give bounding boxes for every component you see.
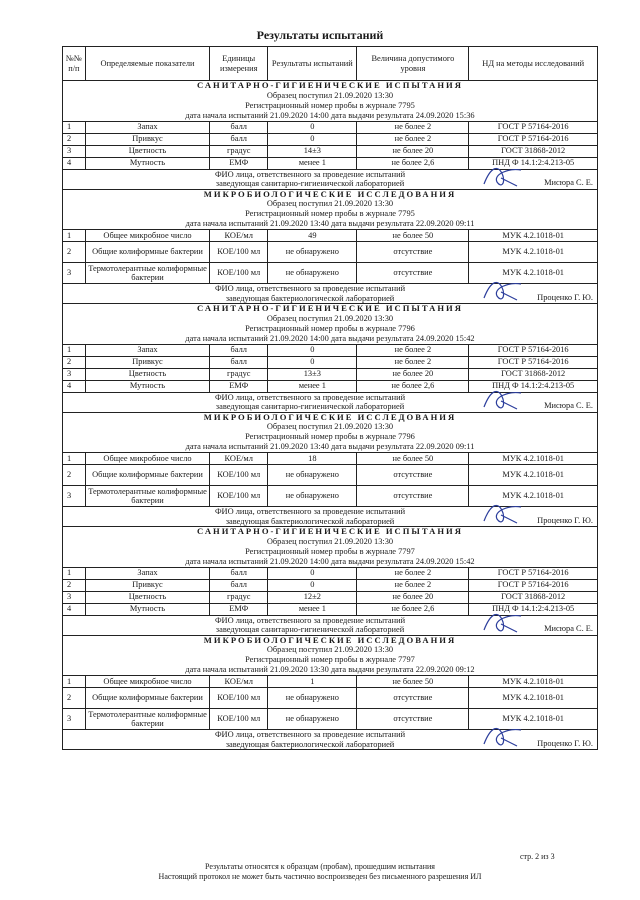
result: 14±3 xyxy=(268,145,357,157)
result: 0 xyxy=(268,121,357,133)
section-title: МИКРОБИОЛОГИЧЕСКИЕ ИССЛЕДОВАНИЯ xyxy=(63,189,598,199)
units: ЕМФ xyxy=(210,157,268,169)
footer xyxy=(0,862,640,882)
test-dates: дата начала испытаний 21.09.2020 13:30 дата выдачи результата 22.09.2020 09:12 xyxy=(63,665,598,676)
result: не обнаружено xyxy=(268,486,357,507)
row-number: 2 xyxy=(63,242,86,263)
signer-name: Проценко Г. Ю. xyxy=(537,292,593,302)
method-standard: ПНД Ф 14.1:2:4.213-05 xyxy=(469,603,598,615)
allowed-level: не более 2 xyxy=(357,579,469,591)
table-row xyxy=(63,465,598,486)
allowed-level: не более 20 xyxy=(357,591,469,603)
row-number: 2 xyxy=(63,465,86,486)
signer-name: Мисюра С. Е. xyxy=(544,401,593,410)
table-row xyxy=(63,688,598,709)
table-row xyxy=(63,344,598,356)
responsible-position: заведующая санитарно-гигиенической лабораторией xyxy=(215,625,405,634)
method-standard: ГОСТ 31868-2012 xyxy=(469,591,598,603)
allowed-level: не более 2 xyxy=(357,121,469,133)
header-method: НД на методы исследований xyxy=(469,47,598,81)
row-number: 2 xyxy=(63,688,86,709)
result: 0 xyxy=(268,356,357,368)
page-title: Результаты испытаний xyxy=(256,28,384,42)
table-header-row xyxy=(63,47,598,81)
units: КОЕ/100 мл xyxy=(210,709,268,730)
units: балл xyxy=(210,567,268,579)
section-title: МИКРОБИОЛОГИЧЕСКИЕ ИССЛЕДОВАНИЯ xyxy=(63,412,598,422)
method-standard: ГОСТ Р 57164-2016 xyxy=(469,344,598,356)
test-dates: дата начала испытаний 21.09.2020 13:40 дата выдачи результата 22.09.2020 09:11 xyxy=(63,442,598,453)
row-number: 1 xyxy=(63,676,86,688)
responsible-position: заведующая бактериологической лабораторией xyxy=(225,516,395,526)
sample-received: Образец поступил 21.09.2020 13:30 xyxy=(63,645,598,655)
allowed-level: не более 50 xyxy=(357,676,469,688)
table-row xyxy=(63,230,598,242)
units: ЕМФ xyxy=(210,380,268,392)
section-title: САНИТАРНО-ГИГИЕНИЧЕСКИЕ ИСПЫТАНИЯ xyxy=(63,527,598,537)
responsible-person xyxy=(63,392,598,412)
method-standard: ГОСТ Р 57164-2016 xyxy=(469,579,598,591)
row-number: 2 xyxy=(63,356,86,368)
header-number: №№ п/п xyxy=(63,47,86,81)
signer-name: Проценко Г. Ю. xyxy=(537,738,593,748)
signature-mark xyxy=(481,162,527,190)
row-number: 1 xyxy=(63,567,86,579)
signature-mark xyxy=(481,385,527,413)
table-row xyxy=(63,591,598,603)
allowed-level: отсутствие xyxy=(357,242,469,263)
sample-received: Образец поступил 21.09.2020 13:30 xyxy=(63,537,598,547)
table-row xyxy=(63,676,598,688)
indicator: Привкус xyxy=(85,579,209,591)
units: КОЕ/100 мл xyxy=(210,688,268,709)
units: КОЕ/мл xyxy=(210,230,268,242)
units: градус xyxy=(210,591,268,603)
row-number: 3 xyxy=(63,263,86,284)
table-row xyxy=(63,145,598,157)
indicator: Общие колиформные бактерии xyxy=(85,688,209,709)
responsible-position: заведующая санитарно-гигиенической лабораторией xyxy=(215,402,405,411)
result: 12±2 xyxy=(268,591,357,603)
result: 1 xyxy=(268,676,357,688)
responsible-person xyxy=(63,730,598,750)
method-standard: МУК 4.2.1018-01 xyxy=(469,263,598,284)
row-number: 4 xyxy=(63,380,86,392)
allowed-level: не более 2 xyxy=(357,344,469,356)
row-number: 1 xyxy=(63,453,86,465)
result: 0 xyxy=(268,344,357,356)
signature-row xyxy=(63,392,598,412)
signer-name: Мисюра С. Е. xyxy=(544,178,593,187)
units: КОЕ/100 мл xyxy=(210,242,268,263)
units: КОЕ/100 мл xyxy=(210,263,268,284)
result: 0 xyxy=(268,567,357,579)
section-title: МИКРОБИОЛОГИЧЕСКИЕ ИССЛЕДОВАНИЯ xyxy=(63,635,598,645)
result: не обнаружено xyxy=(268,465,357,486)
method-standard: МУК 4.2.1018-01 xyxy=(469,230,598,242)
units: градус xyxy=(210,145,268,157)
indicator: Общее микробное число xyxy=(85,676,209,688)
indicator: Привкус xyxy=(85,133,209,145)
signature-mark xyxy=(481,499,527,527)
registration-number: Регистрационный номер пробы в журнале 7797 xyxy=(63,655,598,665)
allowed-level: не более 20 xyxy=(357,145,469,157)
sample-received: Образец поступил 21.09.2020 13:30 xyxy=(63,199,598,209)
result: менее 1 xyxy=(268,157,357,169)
row-number: 2 xyxy=(63,579,86,591)
row-number: 3 xyxy=(63,145,86,157)
method-standard: ГОСТ Р 57164-2016 xyxy=(469,356,598,368)
responsible-person xyxy=(63,284,598,304)
table-row xyxy=(63,368,598,380)
responsible-person xyxy=(63,169,598,189)
responsible-position: заведующая бактериологической лабораторией xyxy=(225,739,395,749)
result: 0 xyxy=(268,579,357,591)
result: 0 xyxy=(268,133,357,145)
units: КОЕ/мл xyxy=(210,676,268,688)
allowed-level: не более 2,6 xyxy=(357,603,469,615)
allowed-level: отсутствие xyxy=(357,465,469,486)
indicator: Общие колиформные бактерии xyxy=(85,242,209,263)
signature-row xyxy=(63,169,598,189)
method-standard: ГОСТ Р 57164-2016 xyxy=(469,567,598,579)
signature-row xyxy=(63,284,598,304)
allowed-level: не более 2,6 xyxy=(357,157,469,169)
indicator: Запах xyxy=(85,121,209,133)
indicator: Цветность xyxy=(85,591,209,603)
section-title-row xyxy=(63,304,598,314)
row-number: 1 xyxy=(63,344,86,356)
row-number: 1 xyxy=(63,121,86,133)
indicator: Термотолерантные колиформные бактерии xyxy=(85,709,209,730)
section-title-row xyxy=(63,81,598,91)
method-standard: МУК 4.2.1018-01 xyxy=(469,465,598,486)
result: 18 xyxy=(268,453,357,465)
row-number: 2 xyxy=(63,133,86,145)
result: 49 xyxy=(268,230,357,242)
indicator: Цветность xyxy=(85,145,209,157)
method-standard: ПНД Ф 14.1:2:4.213-05 xyxy=(469,380,598,392)
method-standard: МУК 4.2.1018-01 xyxy=(469,688,598,709)
signature-row xyxy=(63,615,598,635)
units: балл xyxy=(210,344,268,356)
units: балл xyxy=(210,579,268,591)
header-indicator: Определяемые показатели xyxy=(85,47,209,81)
page-number: стр. 2 из 3 xyxy=(520,852,555,861)
test-dates: дата начала испытаний 21.09.2020 14:00 дата выдачи результата 24.09.2020 15:36 xyxy=(63,111,598,122)
signature-row xyxy=(63,730,598,750)
allowed-level: не более 50 xyxy=(357,453,469,465)
row-number: 4 xyxy=(63,157,86,169)
signature-mark xyxy=(481,722,527,750)
allowed-level: отсутствие xyxy=(357,486,469,507)
allowed-level: отсутствие xyxy=(357,709,469,730)
units: балл xyxy=(210,356,268,368)
responsible-label: ФИО лица, ответственного за проведение испытаний xyxy=(214,507,406,516)
allowed-level: не более 2 xyxy=(357,356,469,368)
responsible-label: ФИО лица, ответственного за проведение испытаний xyxy=(214,730,406,739)
section-title: САНИТАРНО-ГИГИЕНИЧЕСКИЕ ИСПЫТАНИЯ xyxy=(63,304,598,314)
indicator: Цветность xyxy=(85,368,209,380)
result: не обнаружено xyxy=(268,688,357,709)
indicator: Мутность xyxy=(85,157,209,169)
row-number: 4 xyxy=(63,603,86,615)
indicator: Общее микробное число xyxy=(85,453,209,465)
method-standard: МУК 4.2.1018-01 xyxy=(469,676,598,688)
signer-name: Проценко Г. Ю. xyxy=(537,515,593,525)
units: КОЕ/100 мл xyxy=(210,486,268,507)
signature-mark xyxy=(481,276,527,304)
registration-number: Регистрационный номер пробы в журнале 7795 xyxy=(63,101,598,111)
table-row xyxy=(63,133,598,145)
section-title: САНИТАРНО-ГИГИЕНИЧЕСКИЕ ИСПЫТАНИЯ xyxy=(63,81,598,91)
registration-number: Регистрационный номер пробы в журнале 7795 xyxy=(63,209,598,219)
allowed-level: отсутствие xyxy=(357,688,469,709)
allowed-level: не более 50 xyxy=(357,230,469,242)
indicator: Привкус xyxy=(85,356,209,368)
units: КОЕ/мл xyxy=(210,453,268,465)
responsible-label: ФИО лица, ответственного за проведение испытаний xyxy=(214,615,406,625)
test-dates: дата начала испытаний 21.09.2020 14:00 дата выдачи результата 24.09.2020 15:42 xyxy=(63,557,598,568)
result: не обнаружено xyxy=(268,263,357,284)
sample-received: Образец поступил 21.09.2020 13:30 xyxy=(63,91,598,101)
method-standard: ГОСТ 31868-2012 xyxy=(469,145,598,157)
header-allowed-level: Величина допустимого уровня xyxy=(357,47,469,81)
responsible-person xyxy=(63,615,598,635)
indicator: Термотолерантные колиформные бактерии xyxy=(85,263,209,284)
signature-row xyxy=(63,507,598,527)
method-standard: ГОСТ Р 57164-2016 xyxy=(469,121,598,133)
table-row xyxy=(63,579,598,591)
section-title-row xyxy=(63,189,598,199)
section-title-row xyxy=(63,412,598,422)
allowed-level: не более 2 xyxy=(357,567,469,579)
units: балл xyxy=(210,121,268,133)
registration-number: Регистрационный номер пробы в журнале 7796 xyxy=(63,324,598,334)
allowed-level: не более 2,6 xyxy=(357,380,469,392)
row-number: 3 xyxy=(63,709,86,730)
responsible-label: ФИО лица, ответственного за проведение испытаний xyxy=(214,392,406,402)
responsible-label: ФИО лица, ответственного за проведение испытаний xyxy=(214,169,406,179)
indicator: Общее микробное число xyxy=(85,230,209,242)
indicator: Мутность xyxy=(85,380,209,392)
table-row xyxy=(63,121,598,133)
registration-number: Регистрационный номер пробы в журнале 7796 xyxy=(63,432,598,442)
method-standard: МУК 4.2.1018-01 xyxy=(469,486,598,507)
method-standard: МУК 4.2.1018-01 xyxy=(469,242,598,263)
sample-received: Образец поступил 21.09.2020 13:30 xyxy=(63,314,598,324)
units: балл xyxy=(210,133,268,145)
indicator: Термотолерантные колиформные бактерии xyxy=(85,486,209,507)
result: 13±3 xyxy=(268,368,357,380)
section-title-row xyxy=(63,635,598,645)
result: не обнаружено xyxy=(268,709,357,730)
sample-received: Образец поступил 21.09.2020 13:30 xyxy=(63,422,598,432)
method-standard: МУК 4.2.1018-01 xyxy=(469,453,598,465)
result: не обнаружено xyxy=(268,242,357,263)
units: ЕМФ xyxy=(210,603,268,615)
allowed-level: не более 2 xyxy=(357,133,469,145)
method-standard: МУК 4.2.1018-01 xyxy=(469,709,598,730)
registration-number: Регистрационный номер пробы в журнале 7797 xyxy=(63,547,598,557)
allowed-level: отсутствие xyxy=(357,263,469,284)
table-row xyxy=(63,567,598,579)
table-row xyxy=(63,242,598,263)
indicator: Запах xyxy=(85,567,209,579)
responsible-label: ФИО лица, ответственного за проведение испытаний xyxy=(214,284,406,293)
row-number: 3 xyxy=(63,591,86,603)
result: менее 1 xyxy=(268,603,357,615)
footer-note-copy: Настоящий протокол не может быть частично воспроизведен без письменного разрешения ИЛ xyxy=(158,872,482,881)
row-number: 1 xyxy=(63,230,86,242)
table-row xyxy=(63,356,598,368)
row-number: 3 xyxy=(63,486,86,507)
signature-mark xyxy=(481,608,527,636)
method-standard: ГОСТ Р 57164-2016 xyxy=(469,133,598,145)
allowed-level: не более 20 xyxy=(357,368,469,380)
section-title-row xyxy=(63,527,598,537)
result: менее 1 xyxy=(268,380,357,392)
row-number: 3 xyxy=(63,368,86,380)
footer-note-results: Результаты относятся к образцам (пробам), прошедшим испытания xyxy=(205,862,435,871)
units: градус xyxy=(210,368,268,380)
test-dates: дата начала испытаний 21.09.2020 13:40 дата выдачи результата 22.09.2020 09:11 xyxy=(63,219,598,230)
method-standard: ГОСТ 31868-2012 xyxy=(469,368,598,380)
responsible-position: заведующая санитарно-гигиенической лабораторией xyxy=(215,179,405,188)
indicator: Запах xyxy=(85,344,209,356)
header-results: Результаты испытаний xyxy=(268,47,357,81)
responsible-position: заведующая бактериологической лабораторией xyxy=(225,293,395,303)
method-standard: ПНД Ф 14.1:2:4.213-05 xyxy=(469,157,598,169)
indicator: Мутность xyxy=(85,603,209,615)
signer-name: Мисюра С. Е. xyxy=(544,624,593,633)
results-table xyxy=(62,46,598,750)
header-units: Единицы измерения xyxy=(210,47,268,81)
units: КОЕ/100 мл xyxy=(210,465,268,486)
responsible-person xyxy=(63,507,598,527)
table-row xyxy=(63,453,598,465)
indicator: Общие колиформные бактерии xyxy=(85,465,209,486)
test-dates: дата начала испытаний 21.09.2020 14:00 дата выдачи результата 24.09.2020 15:42 xyxy=(63,334,598,345)
